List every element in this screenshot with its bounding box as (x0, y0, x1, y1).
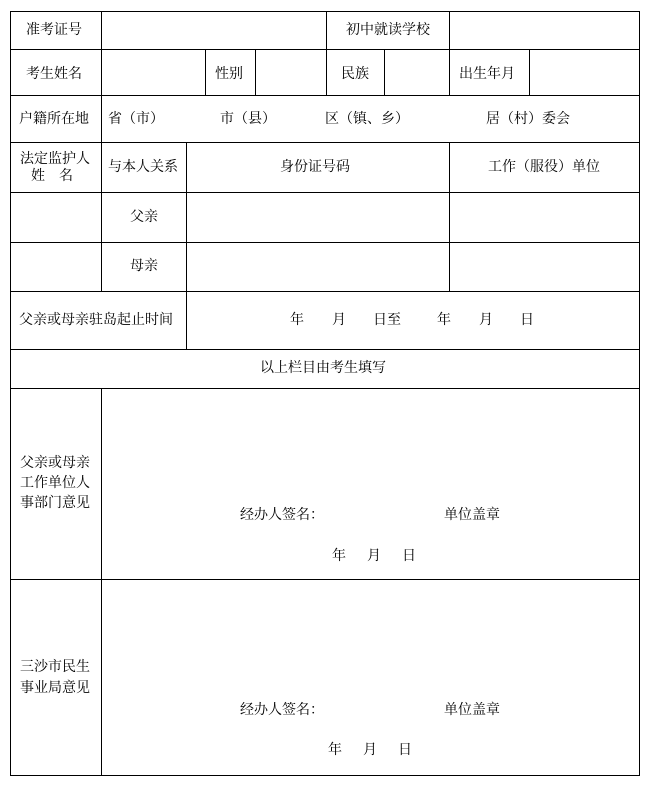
bureau-date-day: 日 (398, 742, 412, 758)
work-unit-label: 工作（服役）单位 (488, 159, 600, 175)
father-name-field[interactable] (11, 193, 101, 242)
hr-opinion-label-3: 事部门意见 (20, 495, 90, 511)
household-label: 户籍所在地 (19, 111, 89, 127)
household-district: 区（镇、乡） (325, 111, 409, 127)
birth-date-field[interactable] (530, 50, 639, 95)
bureau-seal-label: 单位盖章 (444, 702, 500, 718)
table-border (10, 11, 11, 776)
hr-date-day: 日 (402, 548, 416, 564)
exam-number-field[interactable] (102, 12, 326, 49)
household-city: 市（县） (220, 111, 276, 127)
id-number-label: 身份证号码 (280, 159, 350, 175)
gender-label: 性别 (215, 66, 243, 82)
bureau-opinion-label: 三沙市民生 (20, 659, 90, 675)
table-border (10, 775, 640, 776)
exam-number-label: 准考证号 (26, 22, 82, 38)
bureau-date-year: 年 (328, 742, 342, 758)
hr-signature-label: 经办人签名： (240, 507, 324, 523)
station-start-day: 日至 (373, 312, 401, 328)
guardian-name-label-2: 姓 名 (31, 168, 73, 184)
fill-note: 以上栏目由考生填写 (260, 360, 386, 376)
bureau-date-month: 月 (363, 742, 377, 758)
col-divider (326, 11, 327, 50)
col-divider (205, 49, 206, 96)
station-end-day: 日 (520, 312, 534, 328)
name-label: 考生姓名 (26, 66, 82, 82)
bureau-opinion-field[interactable] (102, 580, 639, 695)
row-divider (10, 349, 640, 350)
middle-school-label: 初中就读学校 (346, 22, 430, 38)
name-field[interactable] (102, 50, 205, 95)
bureau-signature-label: 经办人签名： (240, 702, 324, 718)
household-committee: 居（村）委会 (486, 111, 570, 127)
row-divider (10, 142, 640, 143)
hr-date-month: 月 (367, 548, 381, 564)
hr-seal-label: 单位盖章 (444, 507, 500, 523)
hr-opinion-field[interactable] (102, 389, 639, 499)
row-divider (10, 95, 640, 96)
guardian-name-label: 法定监护人 (20, 151, 90, 167)
hr-opinion-label: 父亲或母亲 (20, 455, 90, 471)
station-start-year: 年 (290, 312, 304, 328)
relation-label: 与本人关系 (108, 159, 178, 175)
mother-label: 母亲 (130, 258, 158, 274)
mother-name-field[interactable] (11, 243, 101, 291)
col-divider (326, 49, 327, 96)
father-label: 父亲 (130, 209, 158, 225)
hr-date-year: 年 (332, 548, 346, 564)
middle-school-field[interactable] (450, 12, 639, 49)
row-divider (10, 291, 640, 292)
ethnicity-label: 民族 (341, 66, 369, 82)
father-work-field[interactable] (450, 193, 639, 242)
mother-id-field[interactable] (187, 243, 449, 291)
hr-opinion-label-2: 工作单位人 (20, 475, 90, 491)
station-time-label: 父亲或母亲驻岛起止时间 (19, 312, 173, 328)
household-province: 省（市） (108, 111, 164, 127)
station-end-year: 年 (437, 312, 451, 328)
station-end-month: 月 (479, 312, 493, 328)
birth-date-label: 出生年月 (459, 66, 515, 82)
mother-work-field[interactable] (450, 243, 639, 291)
col-divider (449, 49, 450, 96)
gender-field[interactable] (256, 50, 326, 95)
table-border (639, 11, 640, 776)
bureau-opinion-label-2: 事业局意见 (20, 680, 90, 696)
ethnicity-field[interactable] (385, 50, 449, 95)
father-id-field[interactable] (187, 193, 449, 242)
registration-form (10, 11, 640, 776)
station-start-month: 月 (332, 312, 346, 328)
